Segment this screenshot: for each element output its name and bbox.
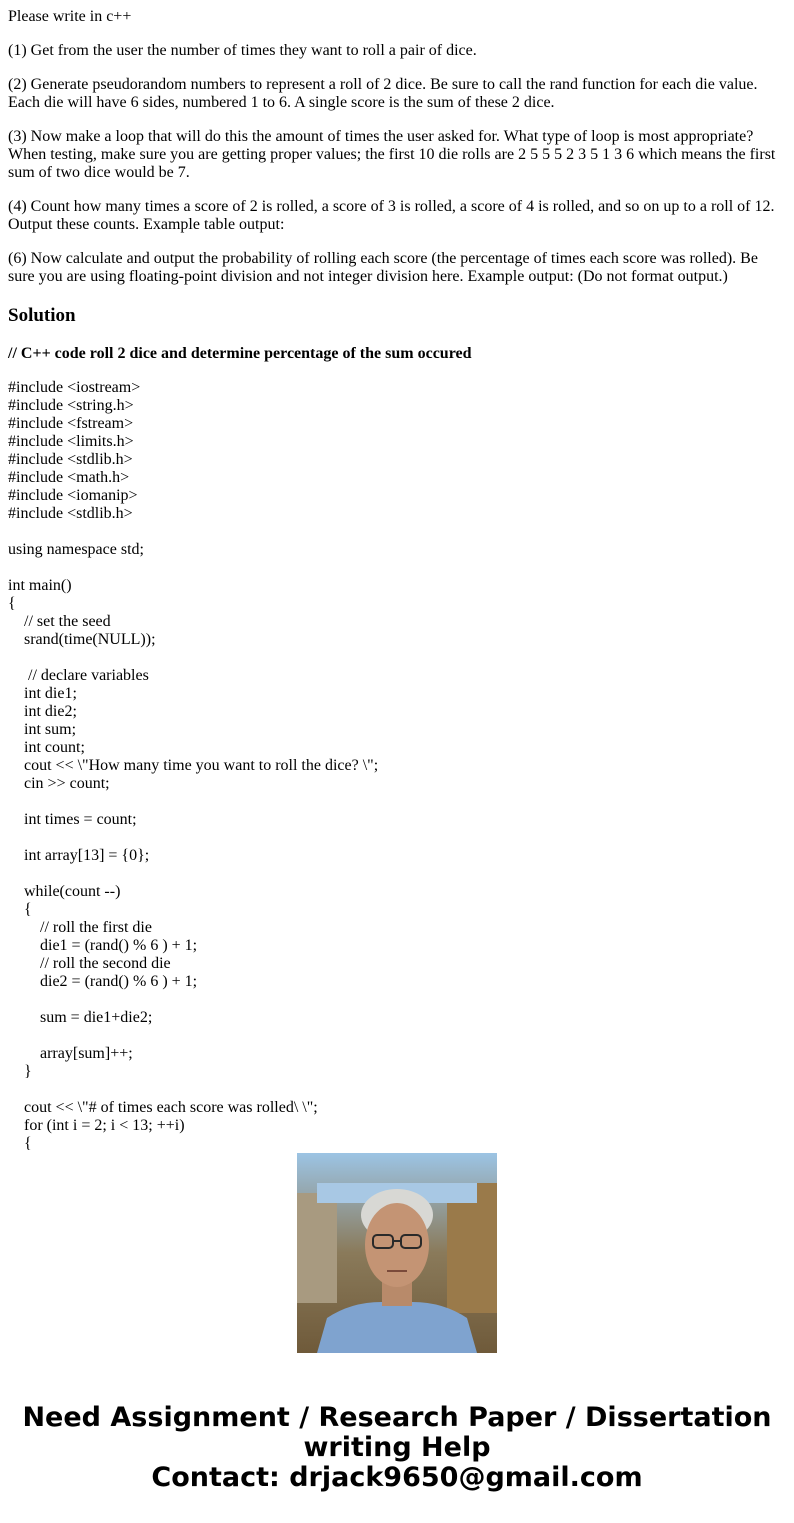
contact-banner	[0, 1403, 794, 1493]
question-paragraph-2: (1) Get from the user the number of times they want to roll a pair of dice.	[8, 42, 477, 59]
solution-subheading: // C++ code roll 2 dice and determine percentage of the sum occured	[8, 345, 472, 362]
question-paragraph-6: (6) Now calculate and output the probability of rolling each score (the percentage of times each score was rolled). Be sure you are using floating-point division and not integer division here. Example output: (Do not format output.)	[8, 250, 758, 285]
question-paragraph-5: (4) Count how many times a score of 2 is rolled, a score of 3 is rolled, a score of 4 is rolled, and so on up to a roll of 12. Output these counts. Example table output:	[8, 198, 775, 233]
author-avatar	[297, 1153, 497, 1353]
question-paragraph-1: Please write in c++	[8, 8, 132, 25]
solution-heading: Solution	[8, 305, 76, 326]
document-content	[8, 0, 786, 1152]
question-paragraph-3: (2) Generate pseudorandom numbers to represent a roll of 2 dice. Be sure to call the rand function for each die value. Each die will have 6 sides, numbered 1 to 6. A single score is the sum of these 2 dice.	[8, 76, 758, 111]
banner-contact-email: Contact: drjack9650@gmail.com	[151, 1462, 643, 1493]
question-paragraph-4: (3) Now make a loop that will do this the amount of times the user asked for. What type of loop is most appropriate? When testing, make sure you are getting proper values; the first 10 die rolls are 2 5 5 5 2 3 5 1 3 6 which means the first sum of two dice would be 7.	[8, 128, 776, 181]
banner-line-1: Need Assignment / Research Paper / Dissertation	[22, 1402, 772, 1433]
banner-line-2: writing Help	[303, 1432, 491, 1463]
code-block: #include <iostream> #include <string.h> #include <fstream> #include <limits.h> #include <stdlib.h> #include <math.h> #include <iomanip> #include <stdlib.h> using namespace std; int main() { // set the seed srand(time(NULL)); // declare variables int die1; int die2; int sum; int count; cout << \"How many time you want to roll the dice? \"; cin >> count; int times = count; int array[13] = {0}; while(count --) { // roll the first die die1 = (rand() % 6 ) + 1; // roll the second die die2 = (rand() % 6 ) + 1; sum = die1+die2; array[sum]++; } cout << \"# of times each score was rolled\ \"; for (int i = 2; i < 13; ++i) {	[8, 379, 379, 1152]
